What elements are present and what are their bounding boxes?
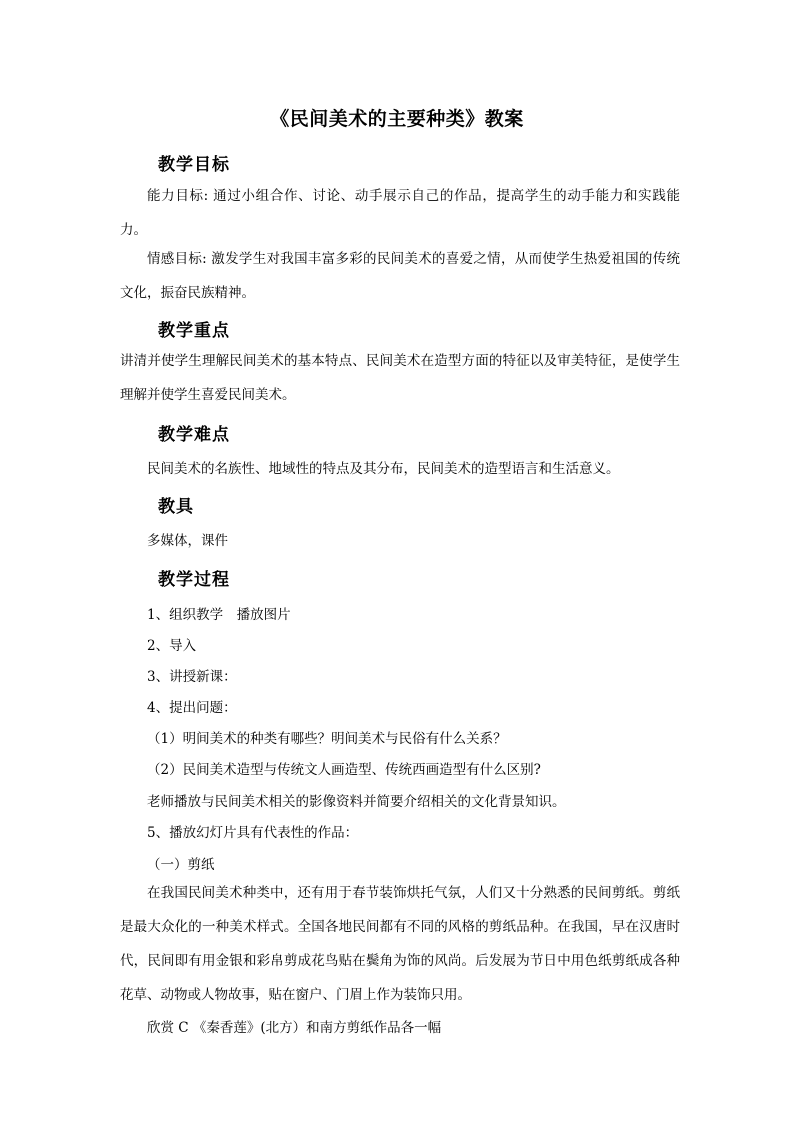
question-1: （1）明间美术的种类有哪些？明间美术与民俗有什么关系？ <box>147 731 507 747</box>
teaching-tools-text: 多媒体，课件 <box>147 533 228 549</box>
emotion-goal-paragraph: 情感目标: 激发学生对我国丰富多彩的民间美术的喜爱之情，从而使学生热爱祖国的传统文化，振奋民族精神。 <box>120 251 680 301</box>
question-2: （2）民间美术造型与传统文人画造型、传统西画造型有什么区别? <box>147 762 541 778</box>
appreciation-line: 欣赏 C 《秦香莲》(北方）和南方剪纸作品各一幅 <box>147 1020 442 1036</box>
process-step-1: 1、组织教学 播放图片 <box>147 607 291 623</box>
process-step-4: 4、提出问题： <box>147 700 237 716</box>
heading-teaching-goals: 教学目标 <box>158 155 230 175</box>
process-step-5: 5、播放幻灯片具有代表性的作品： <box>147 825 359 841</box>
teaching-key-paragraph: 讲清并使学生理解民间美术的基本特点、民间美术在造型方面的特征以及审美特征，是使学生理解并使学生喜爱民间美术。 <box>120 353 680 403</box>
teaching-difficulty-text: 民间美术的名族性、地域性的特点及其分布，民间美术的造型语言和生活意义。 <box>147 461 620 477</box>
heading-teaching-tools: 教具 <box>158 497 194 517</box>
teacher-note: 老师播放与民间美术相关的影像资料并简要介绍相关的文化背景知识。 <box>147 794 566 810</box>
process-step-3: 3、讲授新课： <box>147 669 237 685</box>
ability-goal-paragraph: 能力目标: 通过小组合作、讨论、动手展示自己的作品，提高学生的动手能力和实践能力。 <box>120 188 680 238</box>
heading-teaching-process: 教学过程 <box>158 570 230 590</box>
heading-teaching-key: 教学重点 <box>158 321 230 341</box>
document-title: 《民间美术的主要种类》教案 <box>270 108 524 130</box>
heading-teaching-difficulty: 教学难点 <box>158 425 230 445</box>
process-step-2: 2、导入 <box>147 638 197 654</box>
paper-cut-paragraph: 在我国民间美术种类中，还有用于春节装饰烘托气氛，人们又十分熟悉的民间剪纸。剪纸是最大众化的一种美术样式。全国各地民间都有不同的风格的剪纸品种。在我国，早在汉唐时代，民间即有用金银和彩帛剪成花鸟贴在鬓角为饰的风尚。后发展为节日中用色纸剪纸成各种花草、动物或人物故事，贴在窗户、门眉上作为装饰只用。 <box>120 885 680 1003</box>
sub-heading-paper-cut: （一）剪纸 <box>147 857 215 873</box>
